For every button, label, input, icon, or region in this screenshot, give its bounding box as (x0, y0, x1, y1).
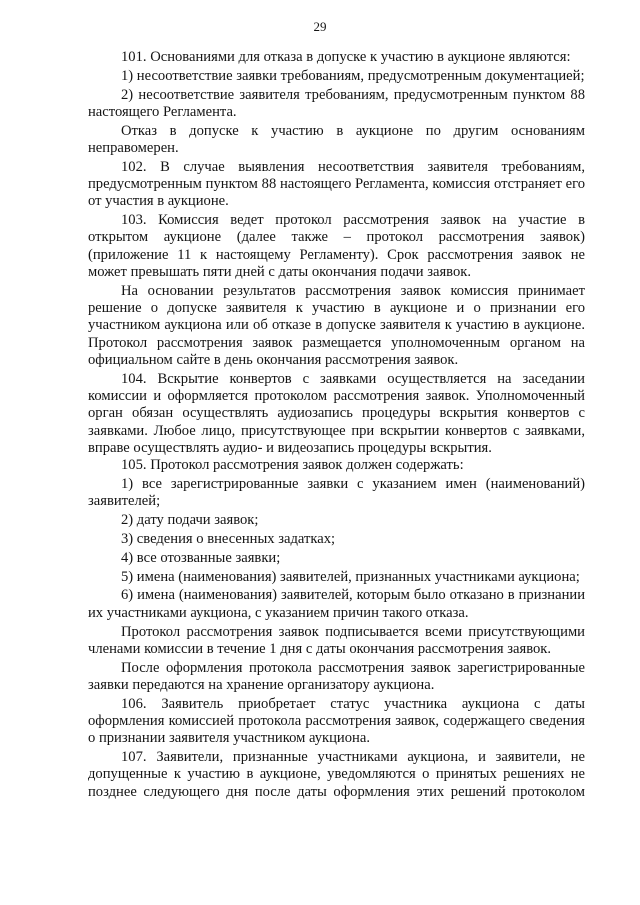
paragraph-107: 107. Заявители, признанные участниками аукциона, и заявители, не допущенные к участию в аукционе, уведомляются о принятых решениях не позднее следующего дня после даты оформления этих решений протоколом (88, 749, 585, 800)
paragraph-102: 102. В случае выявления несоответствия заявителя требованиям, предусмотренным пунктом 88 настоящего Регламента, комиссия отстраняет его от участия в аукционе. (88, 158, 585, 210)
document-body (88, 49, 585, 801)
paragraph-101-item-2: 2) несоответствие заявителя требованиям, предусмотренным пунктом 88 настоящего Регламента. (88, 86, 585, 120)
paragraph-103-decision: На основании результатов рассмотрения заявок комиссия принимает решение о допуске заявителя к участию в аукционе и о признании его участником аукциона или об отказе в допуске заявителя к участию в аукционе. Протокол рассмотрения заявок размещается уполномоченным органом на официальном сайте в день окончания рассмотрения заявок. (88, 282, 585, 369)
paragraph-106: 106. Заявитель приобретает статус участника аукциона с даты оформления комиссией протокола рассмотрения заявок, содержащего сведения о признании заявителя участником аукциона. (88, 695, 585, 747)
paragraph-105-item-3: 3) сведения о внесенных задатках; (121, 531, 336, 548)
paragraph-105-item-2: 2) дату подачи заявок; (121, 512, 259, 529)
paragraph-101: 101. Основаниями для отказа в допуске к участию в аукционе являются: (121, 49, 571, 65)
paragraph-105-item-6: 6) имена (наименования) заявителей, которым было отказано в признании их участниками аукциона, с указанием причин такого отказа. (88, 587, 585, 621)
paragraph-refusal-note: Отказ в допуске к участию в аукционе по другим основаниям неправомерен. (88, 122, 585, 156)
paragraph-protocol-signing: Протокол рассмотрения заявок подписывается всеми присутствующими членами комиссии в течение 1 дня с даты окончания рассмотрения заявок. (88, 623, 585, 657)
paragraph-protocol-storage: После оформления протокола рассмотрения заявок зарегистрированные заявки передаются на хранение организатору аукциона. (88, 659, 585, 693)
paragraph-105-item-4: 4) все отозванные заявки; (121, 549, 281, 566)
paragraph-104: 104. Вскрытие конвертов с заявками осуществляется на заседании комиссии и оформляется протоколом рассмотрения заявок. Уполномоченный орган обязан осуществлять аудиозапись процедуры вскрытия конвертов с заявками. Любое лицо, присутствующее при вскрытии конвертов с заявками, вправе осуществлять аудио- и видеозапись процедуры вскрытия. (88, 370, 585, 457)
paragraph-105-item-5: 5) имена (наименования) заявителей, признанных участниками аукциона; (121, 568, 580, 585)
paragraph-101-item-1: 1) несоответствие заявки требованиям, предусмотренным документацией; (121, 67, 585, 84)
paragraph-105-item-1: 1) все зарегистрированные заявки с указанием имен (наименований) заявителей; (88, 476, 585, 510)
page-number: 29 (313, 19, 327, 34)
paragraph-105: 105. Протокол рассмотрения заявок должен содержать: (121, 457, 464, 474)
paragraph-103: 103. Комиссия ведет протокол рассмотрения заявок на участие в открытом аукционе (далее также – протокол рассмотрения заявок) (приложение 11 к настоящему Регламенту). Срок рассмотрения заявок не может превышать пяти дней с даты окончания подачи заявок. (88, 212, 585, 281)
